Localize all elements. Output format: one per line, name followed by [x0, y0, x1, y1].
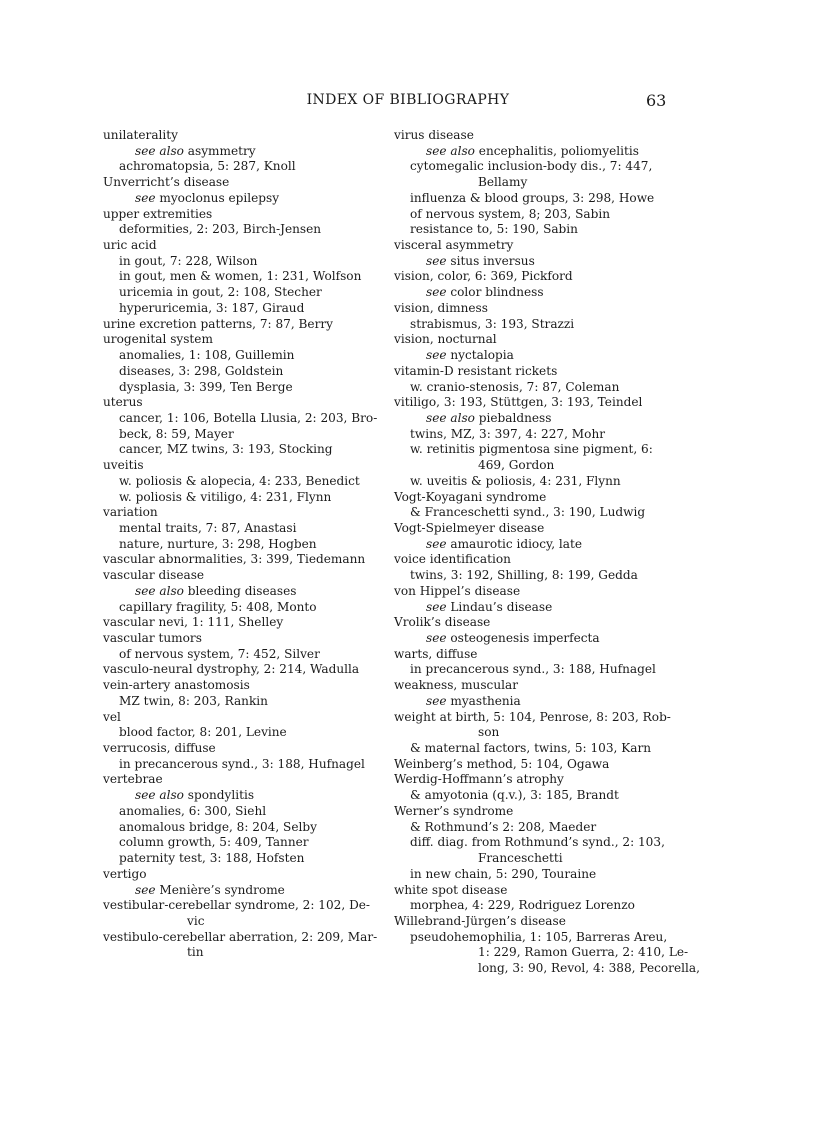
- see-reference-label: see: [426, 348, 447, 363]
- entry-text: bleeding diseases: [183, 583, 297, 598]
- index-heading: [103, 395, 379, 411]
- entry-text: vascular tumors: [103, 631, 202, 645]
- index-subentry: [103, 788, 379, 804]
- index-heading: [394, 883, 670, 899]
- index-subentry: [394, 207, 670, 223]
- index-subentry: [103, 474, 379, 490]
- entry-text: Willebrand-Jürgen’s disease: [394, 913, 566, 928]
- index-heading: [394, 364, 670, 380]
- index-column-right: [394, 128, 700, 977]
- entry-text: Unverricht’s disease: [103, 175, 230, 190]
- entry-text: Werner’s syndrome: [394, 803, 514, 818]
- index-subentry: [394, 725, 670, 741]
- entry-text: visceral asymmetry: [394, 238, 514, 253]
- index-subentry: [103, 254, 379, 270]
- entry-text: virus disease: [394, 128, 474, 142]
- entry-text: osteogenesis imperfecta: [446, 631, 600, 645]
- entry-text: Bellamy: [478, 175, 528, 190]
- index-subentry: [103, 442, 379, 458]
- index-heading: [103, 552, 379, 568]
- entry-text: von Hippel’s disease: [394, 583, 521, 598]
- index-subentry: [394, 317, 670, 333]
- entry-text: resistance to, 5: 190, Sabin: [410, 222, 578, 237]
- entry-text: vestibular-cerebellar syndrome, 2: 102, De-: [103, 898, 371, 913]
- index-heading: [394, 521, 670, 537]
- index-subentry: [103, 537, 379, 553]
- entry-text: urogenital system: [103, 332, 213, 347]
- index-subentry: [394, 568, 670, 584]
- index-heading: [394, 678, 670, 694]
- entry-text: strabismus, 3: 193, Strazzi: [410, 316, 575, 331]
- entry-text: vein-artery anastomosis: [103, 678, 250, 693]
- entry-text: encephalitis, poliomyelitis: [474, 143, 639, 158]
- index-heading: [103, 631, 379, 647]
- entry-text: w. retinitis pigmentosa sine pigment, 6:: [410, 442, 653, 457]
- index-heading: [394, 238, 670, 254]
- entry-text: & maternal factors, twins, 5: 103, Karn: [410, 741, 652, 756]
- see-reference-label: see: [426, 693, 447, 708]
- index-heading: [394, 914, 670, 930]
- index-heading: [394, 710, 670, 726]
- entry-text: spondylitis: [183, 788, 255, 803]
- index-heading: [394, 301, 670, 317]
- entry-text: Weinberg’s method, 5: 104, Ogawa: [394, 756, 610, 771]
- index-subentry: [394, 222, 670, 238]
- entry-text: Vogt-Koyagani syndrome: [394, 489, 547, 504]
- index-subentry: [103, 427, 379, 443]
- entry-text: of nervous system, 8; 203, Sabin: [410, 206, 610, 221]
- entry-text: Lindau’s disease: [446, 599, 553, 614]
- page-header-title: INDEX OF BIBLIOGRAPHY: [306, 92, 510, 108]
- index-subentry: [394, 537, 670, 553]
- index-heading: [103, 568, 379, 584]
- index-heading: [394, 615, 670, 631]
- entry-text: anomalies, 1: 108, Guillemin: [119, 348, 295, 363]
- entry-text: pseudohemophilia, 1: 105, Barreras Areu,: [410, 929, 668, 944]
- entry-text: Vrolik’s disease: [394, 615, 491, 630]
- index-subentry: [394, 820, 670, 836]
- see-reference-label: see: [426, 599, 447, 614]
- entry-text: Vogt-Spielmeyer disease: [394, 520, 545, 535]
- entry-text: vel: [103, 709, 121, 724]
- entry-text: urine excretion patterns, 7: 87, Berry: [103, 316, 333, 331]
- entry-text: weight at birth, 5: 104, Penrose, 8: 203, Rob-: [394, 709, 671, 724]
- entry-text: cytomegalic inclusion-body dis., 7: 447,: [410, 159, 653, 174]
- entry-text: w. poliosis & vitiligo, 4: 231, Flynn: [119, 489, 332, 504]
- index-subentry: [103, 914, 379, 930]
- entry-text: vitamin-D resistant rickets: [394, 363, 558, 378]
- index-subentry: [394, 867, 670, 883]
- see-reference-label: see: [426, 253, 447, 268]
- index-heading: [103, 505, 379, 521]
- entry-text: Franceschetti: [478, 851, 563, 866]
- entry-text: diff. diag. from Rothmund’s synd., 2: 103,: [410, 835, 665, 850]
- entry-text: dysplasia, 3: 399, Ten Berge: [119, 379, 293, 394]
- index-subentry: [394, 175, 670, 191]
- entry-text: vision, dimness: [394, 300, 488, 315]
- index-subentry: [103, 348, 379, 364]
- index-subentry: [103, 945, 379, 961]
- entry-text: variation: [103, 505, 158, 520]
- entry-text: nature, nurture, 3: 298, Hogben: [119, 536, 317, 551]
- entry-text: uricemia in gout, 2: 108, Stecher: [119, 285, 322, 300]
- index-subentry: [394, 411, 670, 427]
- entry-text: column growth, 5: 409, Tanner: [119, 835, 309, 850]
- entry-text: white spot disease: [394, 882, 508, 897]
- entry-text: vascular disease: [103, 568, 205, 583]
- index-subentry: [394, 788, 670, 804]
- index-subentry: [394, 631, 670, 647]
- entry-text: tin: [187, 945, 204, 960]
- see-reference-label: see: [135, 190, 156, 205]
- entry-text: w. poliosis & alopecia, 4: 233, Benedict: [119, 473, 360, 488]
- index-subentry: [103, 757, 379, 773]
- index-heading: [103, 772, 379, 788]
- entry-text: twins, MZ, 3: 397, 4: 227, Mohr: [410, 426, 606, 441]
- index-subentry: [394, 474, 670, 490]
- index-subentry: [103, 159, 379, 175]
- entry-text: amaurotic idiocy, late: [446, 536, 583, 551]
- index-subentry: [103, 804, 379, 820]
- index-subentry: [394, 945, 689, 961]
- entry-text: uric acid: [103, 238, 157, 253]
- index-subentry: [103, 364, 379, 380]
- entry-text: vertebrae: [103, 772, 163, 787]
- index-subentry: [103, 600, 379, 616]
- see-reference-label: see: [135, 882, 156, 897]
- entry-text: nyctalopia: [446, 348, 514, 363]
- index-heading: [103, 317, 379, 333]
- entry-text: myoclonus epilepsy: [155, 190, 280, 205]
- see-reference-label: see also: [426, 410, 475, 425]
- index-subentry: [394, 961, 700, 977]
- entry-text: & Franceschetti synd., 3: 190, Ludwig: [410, 505, 646, 520]
- entry-text: piebaldness: [474, 410, 552, 425]
- index-subentry: [394, 835, 670, 851]
- index-heading: [103, 710, 379, 726]
- entry-text: achromatopsia, 5: 287, Knoll: [119, 159, 296, 174]
- index-heading: [394, 804, 670, 820]
- entry-text: vestibulo-cerebellar aberration, 2: 209, Mar-: [103, 929, 378, 944]
- entry-text: 469, Gordon: [478, 458, 555, 473]
- index-subentry: [394, 458, 670, 474]
- index-heading: [103, 458, 379, 474]
- index-heading: [103, 332, 379, 348]
- entry-text: myasthenia: [446, 693, 521, 708]
- entry-text: anomalies, 6: 300, Siehl: [119, 803, 267, 818]
- index-heading: [103, 128, 379, 144]
- index-subentry: [394, 600, 670, 616]
- index-heading: [394, 395, 670, 411]
- entry-text: vasculo-neural dystrophy, 2: 214, Wadulla: [103, 662, 360, 677]
- entry-text: influenza & blood groups, 3: 298, Howe: [410, 190, 655, 205]
- index-subentry: [394, 159, 670, 175]
- index-subentry: [103, 285, 379, 301]
- index-heading: [394, 584, 670, 600]
- index-subentry: [394, 662, 670, 678]
- index-subentry: [394, 348, 670, 364]
- entry-text: MZ twin, 8: 203, Rankin: [119, 693, 268, 708]
- index-subentry: [103, 725, 379, 741]
- index-heading: [394, 757, 670, 773]
- entry-text: mental traits, 7: 87, Anastasi: [119, 520, 297, 535]
- index-heading: [103, 238, 379, 254]
- entry-text: morphea, 4: 229, Rodriguez Lorenzo: [410, 898, 635, 913]
- index-heading: [394, 772, 670, 788]
- index-subentry: [394, 427, 670, 443]
- index-subentry: [394, 144, 670, 160]
- entry-text: long, 3: 90, Revol, 4: 388, Pecorella,: [478, 961, 700, 976]
- entry-text: beck, 8: 59, Mayer: [119, 426, 234, 441]
- entry-text: w. uveitis & poliosis, 4: 231, Flynn: [410, 473, 621, 488]
- entry-text: Menière’s syndrome: [155, 882, 285, 897]
- index-subentry: [394, 442, 670, 458]
- entry-text: uveitis: [103, 458, 144, 473]
- entry-text: of nervous system, 7: 452, Silver: [119, 646, 320, 661]
- index-heading: [103, 867, 379, 883]
- entry-text: in precancerous synd., 3: 188, Hufnagel: [119, 756, 365, 771]
- entry-text: voice identification: [394, 552, 511, 567]
- entry-text: vascular abnormalities, 3: 399, Tiedemann: [103, 552, 366, 567]
- index-heading: [103, 615, 379, 631]
- entry-text: twins, 3: 192, Shilling, 8: 199, Gedda: [410, 568, 638, 583]
- entry-text: diseases, 3: 298, Goldstein: [119, 363, 284, 378]
- entry-text: vascular nevi, 1: 111, Shelley: [103, 615, 284, 630]
- entry-text: asymmetry: [183, 143, 256, 158]
- index-subentry: [394, 741, 670, 757]
- see-reference-label: see also: [426, 143, 475, 158]
- entry-text: in new chain, 5: 290, Touraine: [410, 866, 597, 881]
- entry-text: uterus: [103, 395, 143, 410]
- entry-text: vision, color, 6: 369, Pickford: [394, 269, 573, 284]
- entry-text: capillary fragility, 5: 408, Monto: [119, 599, 317, 614]
- see-reference-label: see: [426, 536, 447, 551]
- entry-text: hyperuricemia, 3: 187, Giraud: [119, 300, 305, 315]
- entry-text: w. cranio-stenosis, 7: 87, Coleman: [410, 379, 620, 394]
- entry-text: son: [478, 725, 500, 740]
- entry-text: weakness, muscular: [394, 678, 518, 693]
- entry-text: verrucosis, diffuse: [103, 741, 216, 756]
- index-heading: [103, 930, 379, 946]
- entry-text: vitiligo, 3: 193, Stüttgen, 3: 193, Teindel: [394, 395, 643, 410]
- index-heading: [394, 128, 670, 144]
- entry-text: vertigo: [103, 866, 147, 881]
- entry-text: anomalous bridge, 8: 204, Selby: [119, 819, 317, 834]
- index-subentry: [103, 222, 379, 238]
- index-subentry: [103, 584, 379, 600]
- entry-text: vision, nocturnal: [394, 332, 497, 347]
- see-reference-label: see also: [135, 788, 184, 803]
- index-subentry: [103, 144, 379, 160]
- entry-text: & Rothmund’s 2: 208, Maeder: [410, 819, 597, 834]
- index-subentry: [103, 380, 379, 396]
- index-heading: [103, 678, 379, 694]
- index-heading: [394, 490, 670, 506]
- entry-text: cancer, MZ twins, 3: 193, Stocking: [119, 442, 333, 457]
- entry-text: in precancerous synd., 3: 188, Hufnagel: [410, 662, 656, 677]
- index-subentry: [394, 191, 670, 207]
- see-reference-label: see also: [135, 583, 184, 598]
- entry-text: in gout, 7: 228, Wilson: [119, 253, 258, 268]
- index-subentry: [394, 380, 670, 396]
- index-subentry: [394, 851, 670, 867]
- index-subentry: [394, 254, 670, 270]
- index-heading: [394, 647, 670, 663]
- page-number: 63: [646, 91, 667, 110]
- entry-text: 1: 229, Ramon Guerra, 2: 410, Le-: [478, 945, 689, 960]
- index-subentry: [103, 647, 379, 663]
- index-subentry: [103, 301, 379, 317]
- index-subentry: [103, 411, 379, 427]
- entry-text: Werdig-Hoffmann’s atrophy: [394, 772, 564, 787]
- index-column-left: [103, 128, 379, 961]
- index-heading: [103, 175, 379, 191]
- entry-text: unilaterality: [103, 128, 178, 142]
- see-reference-label: see also: [135, 143, 184, 158]
- index-subentry: [103, 191, 379, 207]
- index-subentry: [103, 820, 379, 836]
- index-subentry: [394, 930, 670, 946]
- entry-text: deformities, 2: 203, Birch-Jensen: [119, 222, 322, 237]
- index-heading: [103, 662, 379, 678]
- index-subentry: [103, 851, 379, 867]
- index-subentry: [394, 505, 670, 521]
- see-reference-label: see: [426, 285, 447, 300]
- index-subentry: [103, 490, 379, 506]
- entry-text: color blindness: [446, 285, 544, 300]
- index-subentry: [103, 835, 379, 851]
- index-heading: [394, 332, 670, 348]
- index-heading: [394, 552, 670, 568]
- index-heading: [103, 741, 379, 757]
- entry-text: upper extremities: [103, 206, 213, 221]
- index-subentry: [394, 285, 670, 301]
- index-subentry: [103, 694, 379, 710]
- index-subentry: [103, 269, 379, 285]
- index-heading: [103, 207, 379, 223]
- index-subentry: [394, 694, 670, 710]
- entry-text: cancer, 1: 106, Botella Llusia, 2: 203, Bro-: [119, 410, 378, 425]
- entry-text: paternity test, 3: 188, Hofsten: [119, 851, 305, 866]
- index-heading: [394, 269, 670, 285]
- index-heading: [103, 898, 379, 914]
- entry-text: situs inversus: [446, 253, 535, 268]
- entry-text: & amyotonia (q.v.), 3: 185, Brandt: [410, 788, 619, 803]
- index-subentry: [103, 883, 379, 899]
- entry-text: warts, diffuse: [394, 646, 478, 661]
- index-subentry: [394, 898, 670, 914]
- index-subentry: [103, 521, 379, 537]
- entry-text: blood factor, 8: 201, Levine: [119, 725, 287, 740]
- see-reference-label: see: [426, 631, 447, 645]
- entry-text: vic: [187, 913, 205, 928]
- entry-text: in gout, men & women, 1: 231, Wolfson: [119, 269, 362, 284]
